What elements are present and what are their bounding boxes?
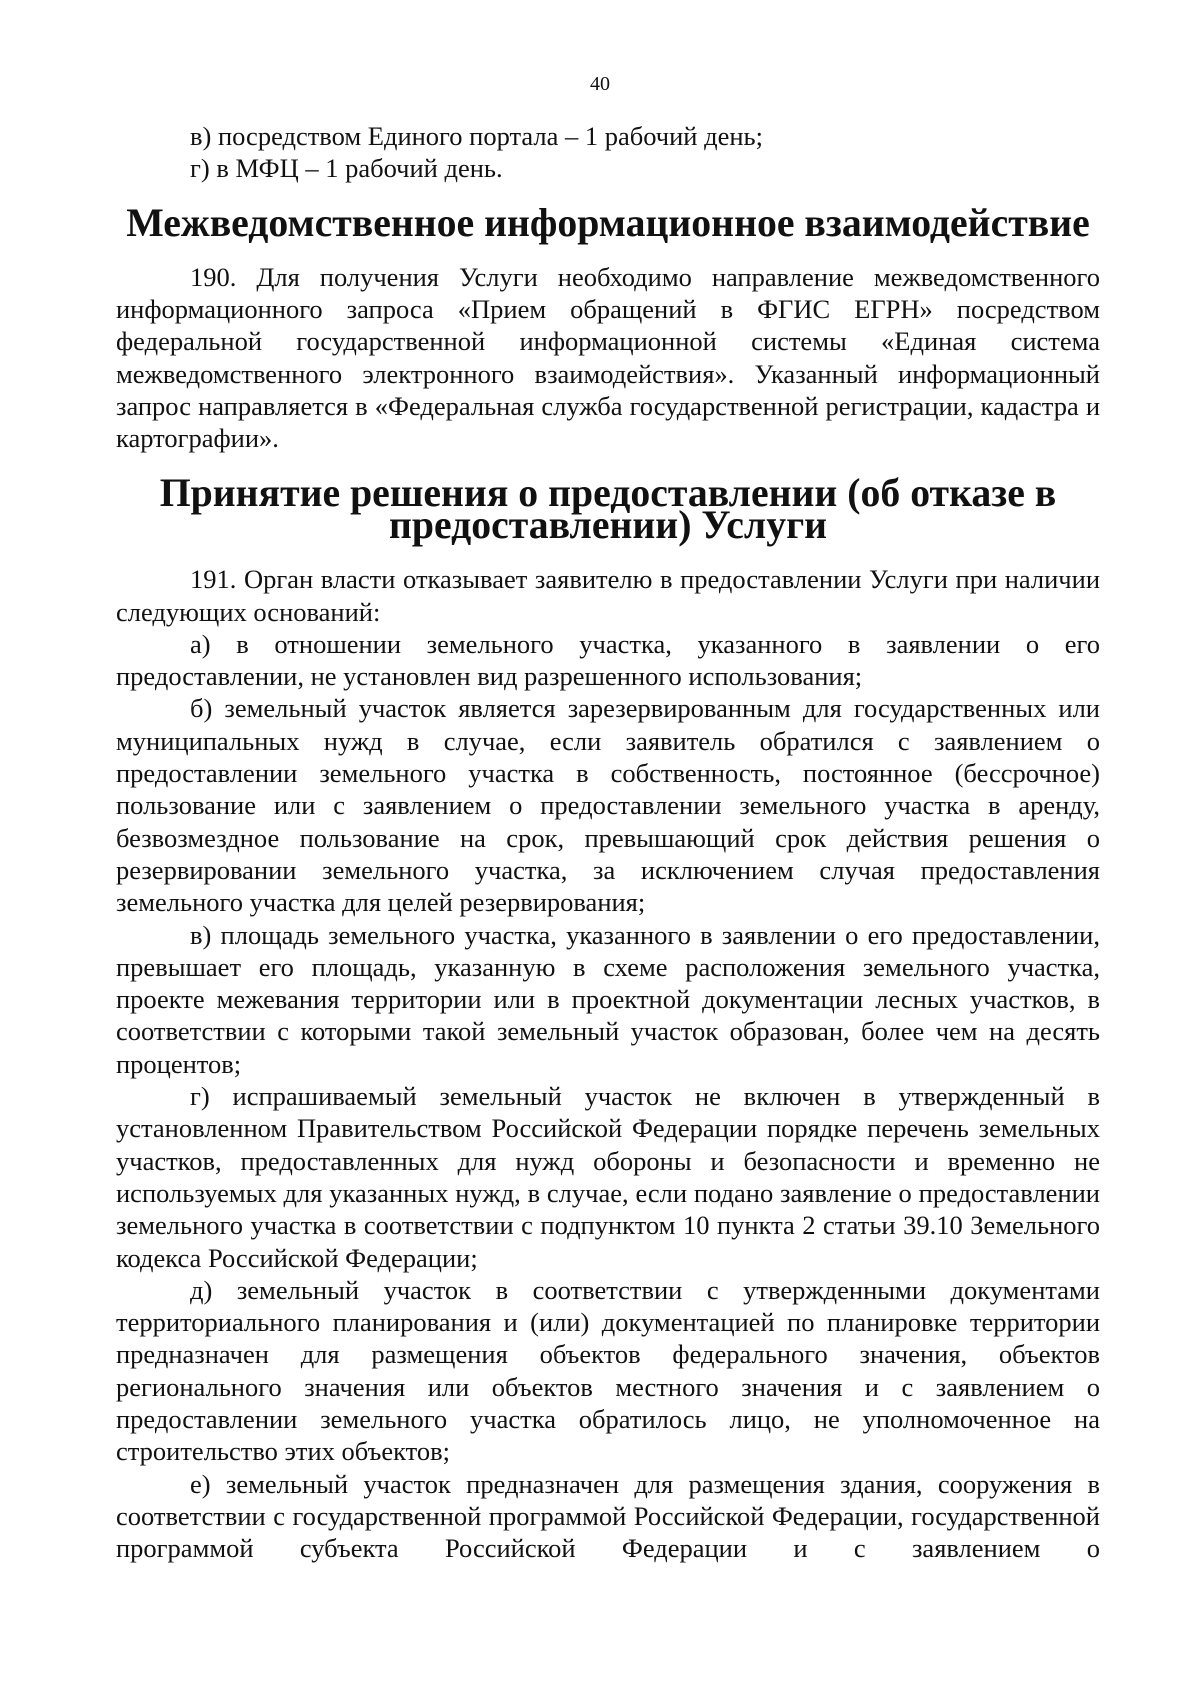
paragraph-190: 190. Для получения Услуги необходимо направление межведомственного информационного запроса «Прием обращений в ФГИС ЕГРН» посредством федеральной государственной информационной системы «Единая система межведомственного электронного взаимодействия». Указанный информационный запрос направляется в «Федеральная служба государственной регистрации, кадастра и картографии». bbox=[116, 261, 1100, 454]
paragraph-191: 191. Орган власти отказывает заявителю в предоставлении Услуги при наличии следующих оснований: bbox=[116, 564, 1100, 627]
list-item-a: а) в отношении земельного участка, указанного в заявлении о его предоставлении, не установлен вид разрешенного использования; bbox=[116, 628, 1100, 692]
list-item-top-v: в) посредством Единого портала – 1 рабочий день; bbox=[190, 121, 763, 151]
list-item-b: б) земельный участок является зарезервированным для государственных или муниципальных нужд в случае, если заявитель обратился с заявлением о предоставлении земельного участка в собственность, постоянное (бессрочное) пользование или с заявлением о предоставлении земельного участка в аренду, безвозмездное пользование на срок, превышающий срок действия решения о резервировании земельного участка, за исключением случая предоставления земельного участка для целей резервирования; bbox=[116, 693, 1100, 918]
page-number: 40 bbox=[590, 73, 610, 95]
list-item-g: г) испрашиваемый земельный участок не включен в утвержденный в установленном Правительством Российской Федерации порядке перечень земельных участков, предоставленных для нужд обороны и безопасности и временно не используемых для указанных нужд, в случае, если подано заявление о предоставлении земельного участка в соответствии с подпунктом 10 пункта 2 статьи 39.10 Земельного кодекса Российской Федерации; bbox=[116, 1081, 1100, 1273]
section-heading-interagency: Межведомственное информационное взаимодействие bbox=[126, 200, 1090, 245]
document-body bbox=[116, 120, 1100, 1564]
list-item-d: д) земельный участок в соответствии с утвержденными документами территориального планирования и (или) документацией по планировке территории предназначен для размещения объектов федерального значения, объектов регионального значения или объектов местного значения и с заявлением о предоставлении земельного участка обратилось лицо, не уполномоченное на строительство этих объектов; bbox=[116, 1274, 1100, 1467]
list-item-v: в) площадь земельного участка, указанного в заявлении о его предоставлении, превышает его площадь, указанную в схеме расположения земельного участка, проекте межевания территории или в проектной документации лесных участков, в соответствии с которыми такой земельный участок образован, более чем на десять процентов; bbox=[116, 919, 1100, 1079]
section-heading-decision: Принятие решения о предоставлении (об отказе в предоставлении) Услуги bbox=[159, 470, 1057, 547]
list-item-e: е) земельный участок предназначен для размещения здания, сооружения в соответствии с государственной программой Российской Федерации, государственной программой субъекта Российской Федерации и с заявлением о bbox=[116, 1468, 1100, 1564]
list-item-top-g: г) в МФЦ – 1 рабочий день. bbox=[190, 153, 503, 184]
